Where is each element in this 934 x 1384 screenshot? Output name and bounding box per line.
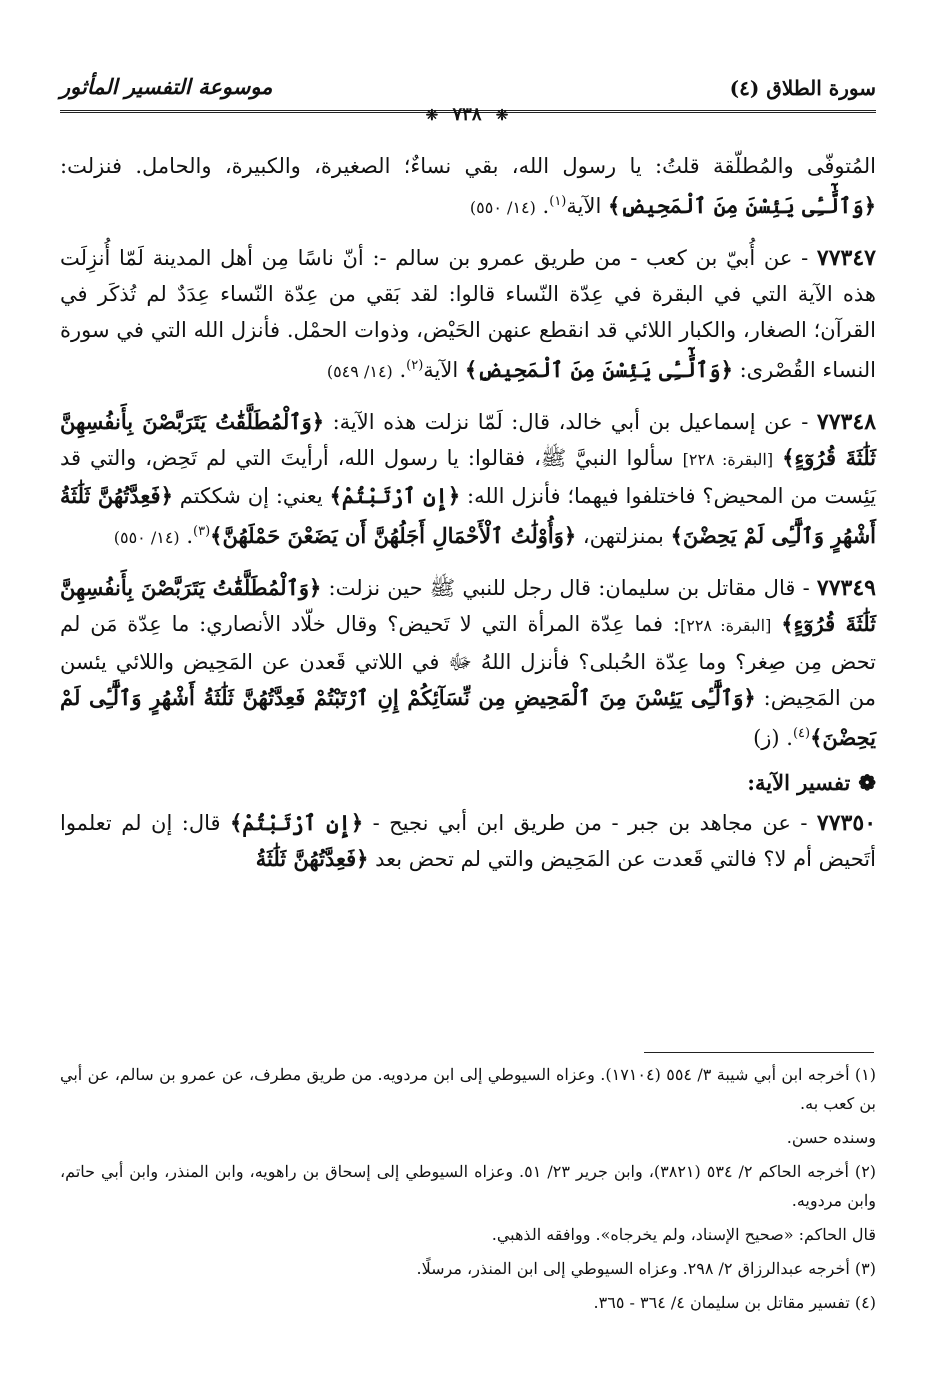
book-title: موسوعة التفسير المأثور xyxy=(60,74,273,99)
paragraph-text: - عن إسماعيل بن أبي خالد، قال: لَمّا نزلت هذه الآية: xyxy=(324,410,817,434)
paragraph-text: المُتوفّى والمُطلّقة قلتُ: يا رسول الله، بقي نساءٌ؛ الصغيرة، والكبيرة، والحامل. فنزلت: xyxy=(60,154,876,178)
paragraph-text: - عن أُبيّ بن كعب - من طريق عمرو بن سالم -: أنّ ناسًا مِن أهل المدينة لَمّا أُنزِلَت هذه الآية التي في البقرة في عِدّة النّساء قالوا: لقد بَقي من عِدّة النّساء عِدَدٌ لم تُذكَر في القرآن؛ الصغار، والكبار اللائي قد انقطع عنهن الحَيْض، وذوات الحمْل. فأنزل الله التي في سورة النساء القُصْرى: xyxy=(60,246,876,382)
footnote: (١) أخرجه ابن أبي شيبة ٣/ ٥٥٤ (١٧١٠٤). وعزاه السيوطي إلى ابن مردويه. من طريق مطرف، عن عمرو بن سالم، عن أبي بن كعب به. xyxy=(60,1065,876,1113)
footnotes xyxy=(60,1060,876,1322)
quran-quote: ﴿وَٱلْمُطَلَّقَٰتُ يَتَرَبَّصْنَ بِأَنفُسِهِنَّ ثَلَٰثَةَ قُرُوٓءٍ﴾ xyxy=(60,575,876,636)
paragraph xyxy=(60,148,876,226)
footnote-marker: (٢) xyxy=(406,358,424,373)
entry-number: ٧٧٣٤٩ xyxy=(816,575,876,601)
quran-quote: ﴿إِنِ ٱرْتَبْتُمْ﴾ xyxy=(329,483,461,508)
paragraph-text xyxy=(771,612,781,636)
main-text xyxy=(60,148,876,891)
paragraph-text: يعني: إن شككتم xyxy=(172,484,330,508)
paragraph-text: . (ز) xyxy=(753,726,793,750)
paragraph xyxy=(60,805,876,877)
footnote: قال الحاكم: «صحيح الإسناد، ولم يخرجاه». ووافقه الذهبي. xyxy=(491,1225,876,1244)
footnote-marker: (٣) xyxy=(193,524,211,539)
flower-icon: ❁ xyxy=(858,770,876,795)
reference: (١٤/ ٥٥٠) xyxy=(469,198,536,217)
paragraph-text: قال: إن لم تعلموا أتَحيض أم لا؟ فالتي قَعدت عن المَحِيض والتي لم تحض بعد xyxy=(60,811,876,871)
entry-number: ٧٧٣٤٧ xyxy=(816,245,876,271)
ornament-icon: ❈ xyxy=(425,106,439,124)
quran-quote: ﴿إِنِ ٱرْتَبْتُمْ﴾ xyxy=(229,810,364,835)
paragraph-text: الآية xyxy=(566,194,608,218)
footnote-marker: (٤) xyxy=(792,726,811,741)
footnote: (٣) أخرجه عبدالرزاق ٢/ ٢٩٨. وعزاه السيوطي إلى ابن المنذر، مرسلًا. xyxy=(416,1259,876,1278)
paragraph xyxy=(60,404,876,556)
quran-quote: ﴿وَأُوْلَٰتُ ٱلْأَحْمَالِ أَجَلُهُنَّ أَن يَضَعْنَ حَمْلَهُنَّ﴾ xyxy=(210,523,577,548)
footnote: وسنده حسن. xyxy=(786,1128,876,1147)
paragraph-text: : فما عِدّة المرأة التي لا تَحيض؟ وقال خلّاد الأنصاري: ما عِدّة مَن لم تحض مِن صِغر؟ وما عِدّة الحُبلى؟ فأنزل اللهُ ﷻ في اللاتي قَعدن عن المَحِيض واللائي يئسن من المَحِيض: xyxy=(60,612,876,710)
quran-quote: ﴿وَٱلَّٰٓـِٔى يَئِسْنَ مِنَ ٱلْمَحِيضِ مِن نِّسَآئِكُمْ إِنِ ٱرْتَبْتُمْ فَعِدَّتُهُنَّ ثَلَٰثَةُ أَشْهُرٍ وَٱلَّٰٓـِٔى لَمْ يَحِضْنَ﴾ xyxy=(60,685,876,750)
reference: (١٤/ ٥٥٠) xyxy=(113,528,180,547)
quran-quote: ﴿وَٱلَّٰٓـِٔى يَئِسْنَ مِنَ ٱلْمَحِيضِ﴾ xyxy=(464,357,733,382)
paragraph-text: بمنزلتهن، xyxy=(576,524,671,548)
reference: [البقرة: ٢٢٨] xyxy=(682,450,774,469)
paragraph-text: . xyxy=(179,524,194,548)
paragraph-text: الآية xyxy=(423,358,465,382)
paragraph-text: سألوا النبيَّ ﷺ، فقالوا: يا رسول الله، أرأيتَ التي لم تَحِض، والتي قد يَئِست من المحيض؟ فاختلفوا فيهما؛ فأنزل الله: xyxy=(60,446,876,508)
surah-title: سورة الطلاق (٤) xyxy=(729,76,876,100)
paragraph-text: - قال مقاتل بن سليمان: قال رجل للنبي ﷺ حين نزلت: xyxy=(321,576,817,600)
quran-quote: ﴿فَعِدَّتُهُنَّ ثَلَٰثَةُ xyxy=(255,846,369,871)
quran-quote: ﴿وَٱلْمُطَلَّقَٰتُ يَتَرَبَّصْنَ بِأَنفُسِهِنَّ ثَلَٰثَةَ قُرُوٓءٍ﴾ xyxy=(60,409,876,470)
quran-quote: ﴿وَٱلَّٰٓـِٔى يَئِسْنَ مِنَ ٱلْمَحِيضِ﴾ xyxy=(607,193,876,218)
footnote-marker: (١) xyxy=(549,194,567,209)
footnote: (٢) أخرجه الحاكم ٢/ ٥٣٤ (٣٨٢١)، وابن جرير ٢٣/ ٥١. وعزاه السيوطي إلى إسحاق بن راهويه، وابن المنذر، وابن أبي حاتم، وابن مردويه. xyxy=(60,1162,877,1210)
reference: [البقرة: ٢٢٨] xyxy=(679,616,772,635)
section-heading-label: تفسير الآية: xyxy=(747,770,851,795)
footnote-separator xyxy=(644,1052,874,1053)
quran-quote: ﴿فَعِدَّتُهُنَّ ثَلَٰثَةُ أَشْهُرٍ وَٱلَّٰٓـِٔى لَمْ يَحِضْنَ﴾ xyxy=(60,483,876,548)
ornament-icon: ❈ xyxy=(495,106,509,124)
page-number-row xyxy=(0,104,934,125)
page-number: ٧٣٨ xyxy=(452,104,482,125)
paragraph-text: . xyxy=(535,194,550,218)
paragraph xyxy=(60,570,876,756)
footnote: (٤) تفسير مقاتل بن سليمان ٤/ ٣٦٤ - ٣٦٥. xyxy=(593,1293,876,1312)
reference: (١٤/ ٥٤٩) xyxy=(326,362,393,381)
paragraph-text: - عن مجاهد بن جبر - من طريق ابن أبي نجيح - xyxy=(363,811,817,835)
entry-number: ٧٧٣٥٠ xyxy=(816,810,877,836)
section-heading xyxy=(60,770,876,795)
paragraph-text: . xyxy=(392,358,407,382)
paragraph xyxy=(60,240,876,390)
entry-number: ٧٧٣٤٨ xyxy=(816,409,877,435)
paragraph-text xyxy=(773,446,782,470)
